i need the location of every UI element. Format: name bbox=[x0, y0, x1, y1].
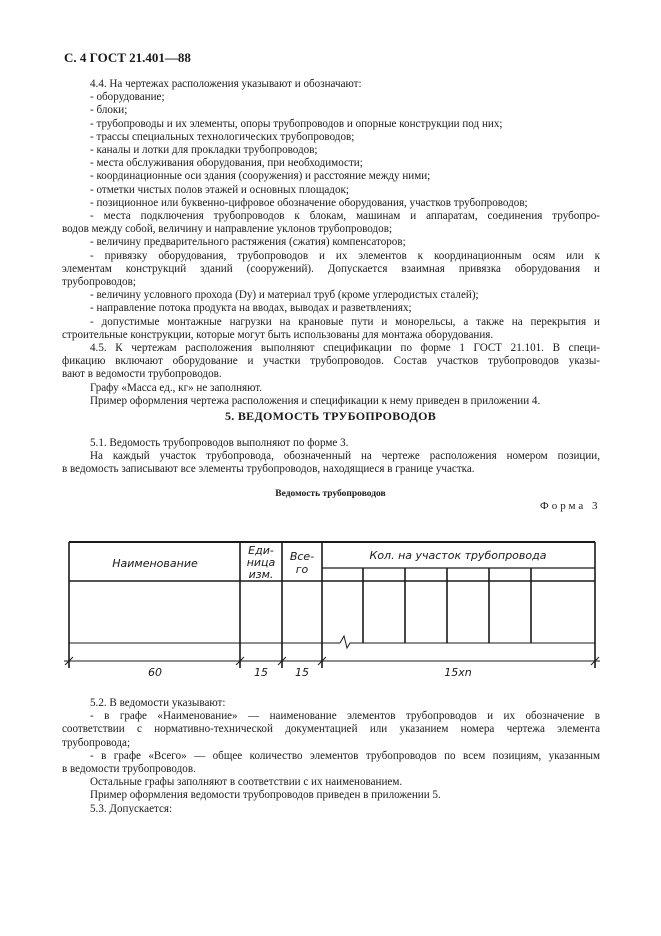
text-line: - места обслуживания оборудования, при необходимости; bbox=[90, 157, 363, 170]
text-line: - привязку оборудования, трубопроводов и их элементов к координационным осям или к bbox=[90, 249, 600, 262]
text-line: соответствии с нормативно-технической документацией или указанием номера чертежа элемента bbox=[62, 723, 600, 736]
dim-name: 60 bbox=[148, 666, 162, 679]
text-line: Пример оформления чертежа расположения и спецификации к нему приведен в приложении 4. bbox=[90, 394, 541, 407]
text-line: строительные конструкции, которые могут быть использованы для монтажа оборудования. bbox=[62, 328, 494, 341]
section-4-text bbox=[62, 78, 600, 408]
text-line: вают в ведомости трубопроводов. bbox=[62, 368, 222, 381]
text-line: водов между собой, величину и направление уклонов трубопроводов; bbox=[62, 223, 393, 236]
text-line: фикацию включают оборудование и участки трубопроводов. Состав участков трубопроводов указы- bbox=[62, 355, 600, 368]
text-line: 4.5. К чертежам расположения выполняют спецификации по форме 1 ГОСТ 21.101. В специ- bbox=[90, 342, 600, 355]
text-line: в ведомости трубопроводов. bbox=[62, 763, 196, 776]
text-line: - в графе «Всего» — общее количество элементов трубопроводов по всем позициям, указанным bbox=[90, 749, 600, 762]
text-line: 5.3. Допускается: bbox=[90, 802, 173, 815]
text-line: трубопроводов; bbox=[62, 276, 136, 289]
col-total-header-2: го bbox=[295, 563, 309, 576]
text-line: - величину условного прохода (Dу) и материал труб (кроме углеродистых сталей); bbox=[90, 289, 479, 302]
text-line: - допустимые монтажные нагрузки на крановые пути и монорельсы, а также на перекрытия и bbox=[90, 315, 600, 328]
text-line: элементам конструкций зданий (сооружений). Допускается взаимная привязка оборудования и bbox=[62, 262, 600, 275]
col-unit-header-1: Еди- bbox=[248, 544, 274, 557]
text-line: - места подключения трубопроводов к блокам, машинам и аппаратам, соединения трубопро- bbox=[90, 210, 600, 223]
dim-unit: 15 bbox=[254, 666, 268, 679]
text-line: - оборудование; bbox=[90, 91, 165, 104]
text-line: Остальные графы заполняют в соответствии с их наименованием. bbox=[90, 776, 403, 789]
col-unit-header-3: изм. bbox=[248, 568, 274, 581]
text-line: - отметки чистых полов этажей и основных площадок; bbox=[90, 183, 349, 196]
text-line: 5.1. Ведомость трубопроводов выполняют по форме 3. bbox=[90, 437, 349, 449]
text-line: - блоки; bbox=[90, 104, 128, 117]
col-qty-header: Кол. на участок трубопровода bbox=[369, 549, 547, 562]
text-line: Пример оформления ведомости трубопроводов приведен в приложении 5. bbox=[90, 789, 441, 802]
text-line: - трассы специальных технологических трубопроводов; bbox=[90, 130, 355, 143]
text-line: 4.4. На чертежах расположения указывают и обозначают: bbox=[90, 78, 362, 90]
text-line: - трубопроводы и их элементы, опоры трубопроводов и опорные конструкции под них; bbox=[90, 117, 503, 130]
col-total-header-1: Все- bbox=[289, 550, 315, 563]
section-5-continued bbox=[62, 697, 600, 816]
text-line: - позиционное или буквенно-цифровое обозначение оборудования, участков трубопроводов; bbox=[90, 196, 528, 209]
dim-total: 15 bbox=[295, 666, 309, 679]
text-line: - направление потока продукта на вводах, выводах и разветвлениях; bbox=[90, 302, 412, 315]
text-line: Графу «Масса ед., кг» не заполняют. bbox=[90, 381, 263, 394]
text-line: трубопровода; bbox=[62, 736, 131, 749]
page-header: С. 4 ГОСТ 21.401—88 bbox=[64, 50, 191, 65]
section-title: 5. ВЕДОМОСТЬ ТРУБОПРОВОДОВ bbox=[224, 409, 437, 423]
dim-qty: 15хn bbox=[444, 666, 472, 679]
table-caption: Ведомость трубопроводов bbox=[275, 489, 386, 499]
text-line: - координационные оси здания (сооружения) и расстояние между ними; bbox=[90, 170, 431, 183]
form-3-table bbox=[0, 530, 661, 680]
text-line: в ведомость записывают все элементы трубопроводов, находящиеся в границе участка. bbox=[62, 463, 475, 476]
text-line: - величину предварительного растяжения (сжатия) компенсаторов; bbox=[90, 236, 406, 249]
text-line: - в графе «Наименование» — наименование элементов трубопроводов и их обозначение в bbox=[90, 710, 600, 723]
section-5-intro bbox=[62, 437, 600, 477]
form-label: Форма 3 bbox=[540, 500, 601, 512]
col-unit-header-2: ница bbox=[246, 556, 276, 569]
text-line: - каналы и лотки для прокладки трубопроводов; bbox=[90, 144, 318, 157]
text-line: 5.2. В ведомости указывают: bbox=[90, 697, 226, 709]
col-name-header: Наименование bbox=[112, 557, 198, 570]
text-line: На каждый участок трубопровода, обозначенный на чертеже расположения номером позиции, bbox=[90, 450, 600, 463]
